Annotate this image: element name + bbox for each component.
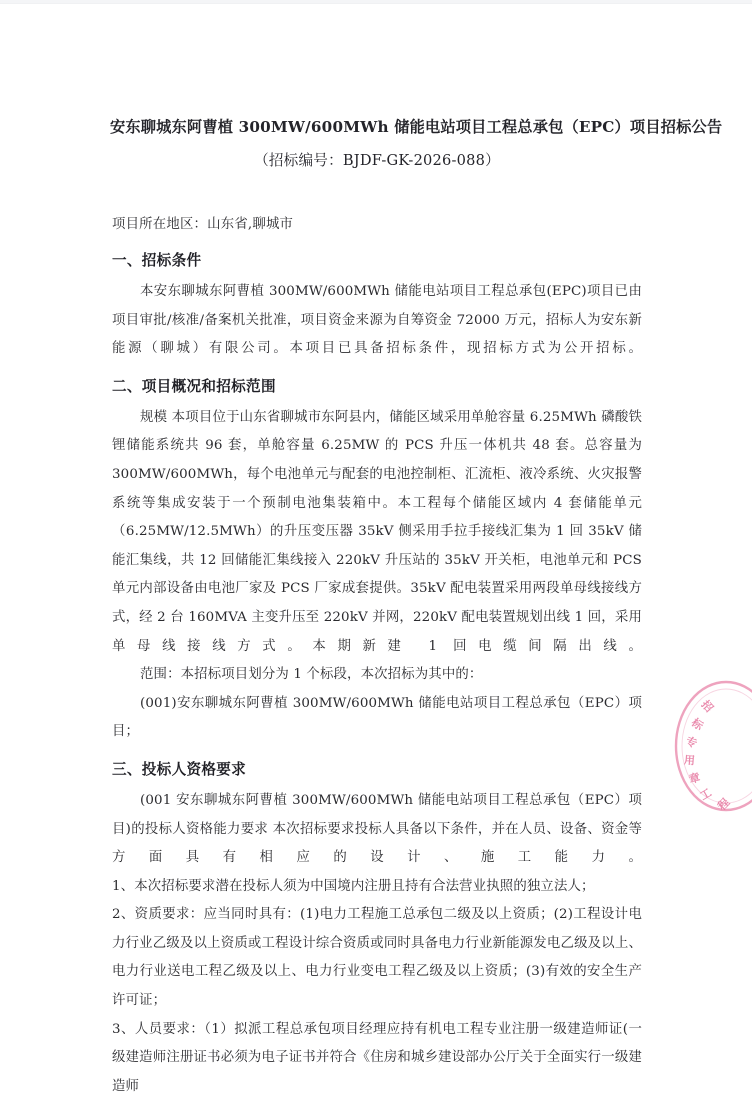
section-heading-tender-conditions: 一、招标条件 — [112, 252, 202, 269]
section-heading-project-overview: 二、项目概况和招标范围 — [112, 377, 276, 395]
seal-char-5: 工 — [697, 786, 714, 803]
page-title: 安东聊城东阿曹植 300MW/600MWh 储能电站项目工程总承包（EPC）项目招标公告 — [110, 118, 723, 136]
official-seal-stamp — [668, 676, 752, 816]
paragraph-project-scale: 规模 本项目位于山东省聊城市东阿县内，储能区域采用单舱容量 6.25MWh 磷酸铁锂储能系统共 96 套，单舱容量 6.25MW 的 PCS 升压一体机共 48 套。总容量为 300MW/600MWh，每个电池单元与配套的电池控制柜、汇流柜、液冷系统、火灾报警系统等集成安装于一个预制电池集装箱中。本工程每个储能区域内 4 套储能单元（6.25MW/12.5MWh）的升压变压器 35kV 侧采用手拉手接线汇集为 1 回 35kV 储能汇集线，共 12 回储能汇集线接入 220kV 升压站的 35kV 开关柜，电池单元和 PCS 单元内部设备由电池厂家及 PCS 厂家成套提供。35kV 配电装置采用两段单母线接线方式，经 2 台 160MVA 主变升压至 220kV 并网，220kV 配电装置规划出线 1 回，采用单母线接线方式。本期新建 1 回电缆间隔出线。 — [112, 409, 642, 654]
requirement-item-2: 2、资质要求：应当同时具有：(1)电力工程施工总承包二级及以上资质；(2)工程设计电力行业乙级及以上资质或工程设计综合资质或同时具备电力行业新能源发电乙级及以上、电力行业送电工程乙级及以上、电力行业变电工程乙级及以上资质；(3)有效的安全生产许可证； — [112, 907, 642, 1009]
paragraph-lot-001: (001)安东聊城东阿曹植 300MW/600MWh 储能电站项目工程总承包（EPC）项目； — [112, 695, 642, 740]
seal-char-6: 程 — [715, 795, 733, 813]
seal-char-0: 招 — [698, 697, 716, 715]
seal-char-1: 标 — [688, 715, 706, 733]
paragraph-bidder-qualification-intro: (001 安东聊城东阿曹植 300MW/600MWh 储能电站项目工程总承包（EPC）项目)的投标人资格能力要求 本次招标要求投标人具备以下条件，并在人员、设备、资金等方面具有相应的设计、施工能力。 — [112, 792, 642, 866]
paragraph-tender-conditions: 本安东聊城东阿曹植 300MW/600MWh 储能电站项目工程总承包(EPC)项目已由项目审批/核准/备案机关批准，项目资金来源为自筹资金 72000 万元，招标人为安东新能源（聊城）有限公司。本项目已具备招标条件，现招标方式为公开招标。 — [112, 284, 642, 357]
seal-char-3: 用 — [683, 753, 696, 768]
seal-ring-icon — [668, 676, 752, 816]
section-heading-bidder-qualification: 三、投标人资格要求 — [112, 760, 247, 778]
tender-number-subtitle: （招标编号：BJDF-GK-2026-088） — [254, 152, 500, 169]
seal-char-2: 专 — [683, 734, 699, 751]
requirement-item-3: 3、人员要求：（1）拟派工程总承包项目经理应持有机电工程专业注册一级建造师证(一级建造师注册证书必须为电子证书并符合《住房和城乡建设部办公厅关于全面实行一级建造师 — [112, 1021, 642, 1094]
requirement-item-1: 1、本次招标要求潜在投标人须为中国境内注册且持有合法营业执照的独立法人； — [112, 878, 595, 894]
seal-characters — [668, 676, 752, 816]
paragraph-project-scope: 范围：本招标项目划分为 1 个标段，本次招标为其中的： — [140, 667, 483, 683]
seal-char-4: 章 — [687, 770, 702, 787]
project-location-line: 项目所在地区：山东省,聊城市 — [112, 217, 294, 232]
document-content — [110, 112, 723, 1101]
